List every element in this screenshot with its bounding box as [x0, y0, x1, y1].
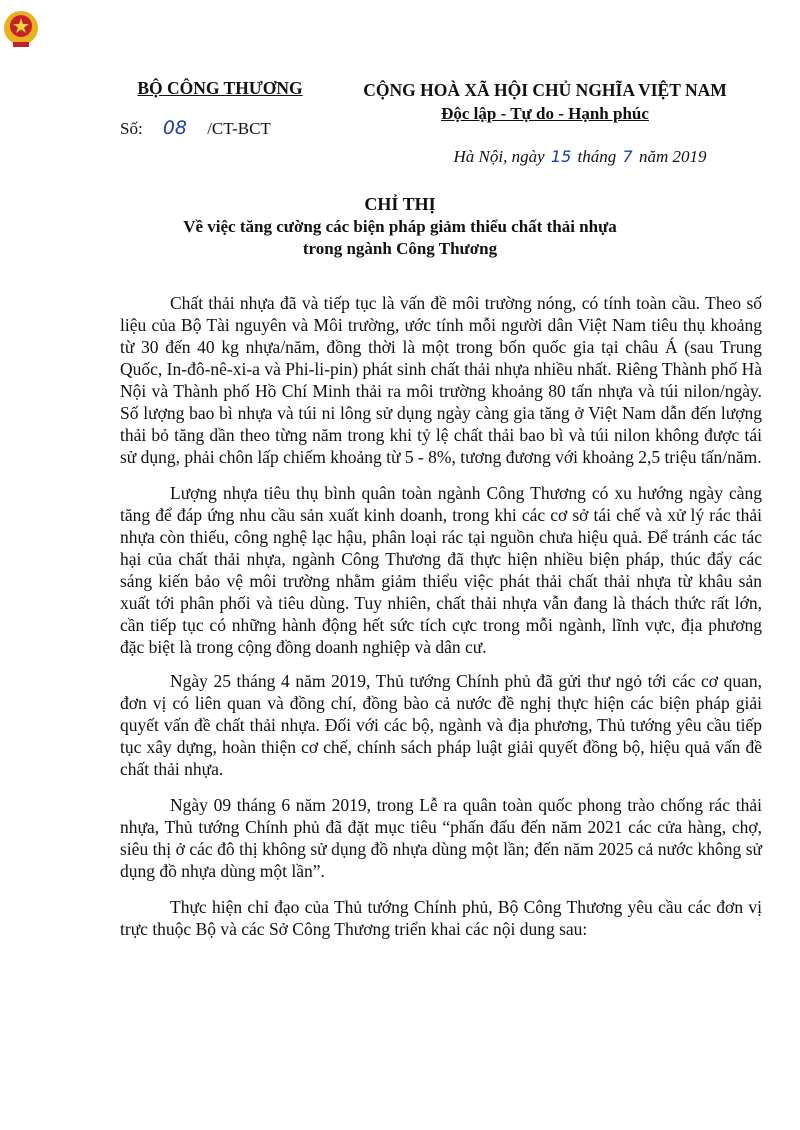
- paragraph: Chất thải nhựa đã và tiếp tục là vấn đề môi trường nóng, có tính toàn cầu. Theo số liệu của Bộ Tài nguyên và Môi trường, ước tính mỗi người dân Việt Nam tiêu thụ khoảng từ 30 đến 40 kg nhựa/năm, đồng thời là một trong bốn quốc gia tại châu Á (sau Trung Quốc, In-đô-nê-xi-a và Phi-li-pin) phát sinh chất thải nhựa nhiều nhất. Riêng Thành phố Hà Nội và Thành phố Hồ Chí Minh thải ra môi trường khoảng 80 tấn nhựa và túi nilon/ngày. Số lượng bao bì nhựa và túi ni lông sử dụng ngày càng gia tăng ở Việt Nam dẫn đến lượng thải bỏ tăng dần theo từng năm trong khi tỷ lệ chất thải bao bì và túi nilon không được tái sử dụng, phải chôn lấp chiếm khoảng từ 5 - 8%, tương đương với khoảng 2,5 triệu tấn/năm.: [120, 293, 762, 467]
- motto: Độc lập - Tự do - Hạnh phúc: [441, 104, 649, 123]
- doc-no-suffix: /CT-BCT: [207, 119, 271, 138]
- ministry-name: BỘ CÔNG THƯƠNG: [137, 78, 303, 98]
- national-header: [330, 78, 760, 126]
- document-number: [120, 117, 271, 139]
- doc-no-label: Số:: [120, 119, 143, 138]
- national-emblem-icon: [2, 6, 40, 50]
- document-body: [120, 292, 762, 954]
- date-month: 7: [622, 147, 633, 166]
- paragraph: Ngày 09 tháng 6 năm 2019, trong Lễ ra quân toàn quốc phong trào chống rác thải nhựa, Thủ tướng Chính phủ đã đặt mục tiêu “phấn đấu đến năm 2021 các cửa hàng, chợ, siêu thị ở các đô thị không sử dụng đồ nhựa dùng một lần; đến năm 2025 cả nước không sử dụng đồ nhựa dùng một lần”.: [120, 795, 762, 881]
- doc-no-value: 08: [162, 117, 188, 139]
- document-title: [100, 192, 700, 260]
- date-year: năm 2019: [638, 147, 707, 166]
- date-prefix: Hà Nội, ngày: [453, 147, 545, 166]
- title-subtitle-line2: trong ngành Công Thương: [302, 239, 498, 258]
- issue-date: [400, 147, 760, 167]
- title-subtitle-line1: Về việc tăng cường các biện pháp giảm thiểu chất thải nhựa: [183, 217, 617, 236]
- paragraph: Thực hiện chỉ đạo của Thủ tướng Chính phủ, Bộ Công Thương yêu cầu các đơn vị trực thuộc Bộ và các Sở Công Thương triển khai các nội dung sau:: [120, 897, 762, 939]
- paragraph: Lượng nhựa tiêu thụ bình quân toàn ngành Công Thương có xu hướng ngày càng tăng để đáp ứng nhu cầu sản xuất kinh doanh, trong khi các cơ sở tái chế và xử lý rác thải nhựa còn thiếu, công nghệ lạc hậu, phân loại rác tại nguồn chưa hiệu quả. Để tránh các tác hại của chất thải nhựa, ngành Công Thương đã thực hiện nhiều biện pháp, thúc đẩy các sáng kiến bảo vệ môi trường nhằm giảm thiểu việc phát thải chất thải nhựa từ khâu sản xuất tới phân phối và tiêu dùng. Tuy nhiên, chất thải nhựa vẫn đang là thách thức rất lớn, cần tiếp tục có những hành động hết sức tích cực trong mỗi ngành, lĩnh vực, địa phương đặc biệt là trong cộng đồng doanh nghiệp và dân cư.: [120, 483, 762, 657]
- title-main: CHỈ THỊ: [364, 194, 436, 214]
- date-month-label: tháng: [577, 147, 617, 166]
- issuer-block: [120, 78, 320, 99]
- republic-name: CỘNG HOÀ XÃ HỘI CHỦ NGHĨA VIỆT NAM: [363, 80, 727, 100]
- paragraph: Ngày 25 tháng 4 năm 2019, Thủ tướng Chính phủ đã gửi thư ngỏ tới các cơ quan, đơn vị có liên quan và đồng chí, đồng bào cả nước đề nghị thực hiện các biện pháp giải quyết vấn đề chất thải nhựa. Đối với các bộ, ngành và địa phương, Thủ tướng yêu cầu tiếp tục xây dựng, hoàn thiện cơ chế, chính sách pháp luật giải quyết đồng bộ, hiệu quả vấn đề chất thải nhựa.: [120, 671, 762, 779]
- date-day: 15: [550, 147, 572, 166]
